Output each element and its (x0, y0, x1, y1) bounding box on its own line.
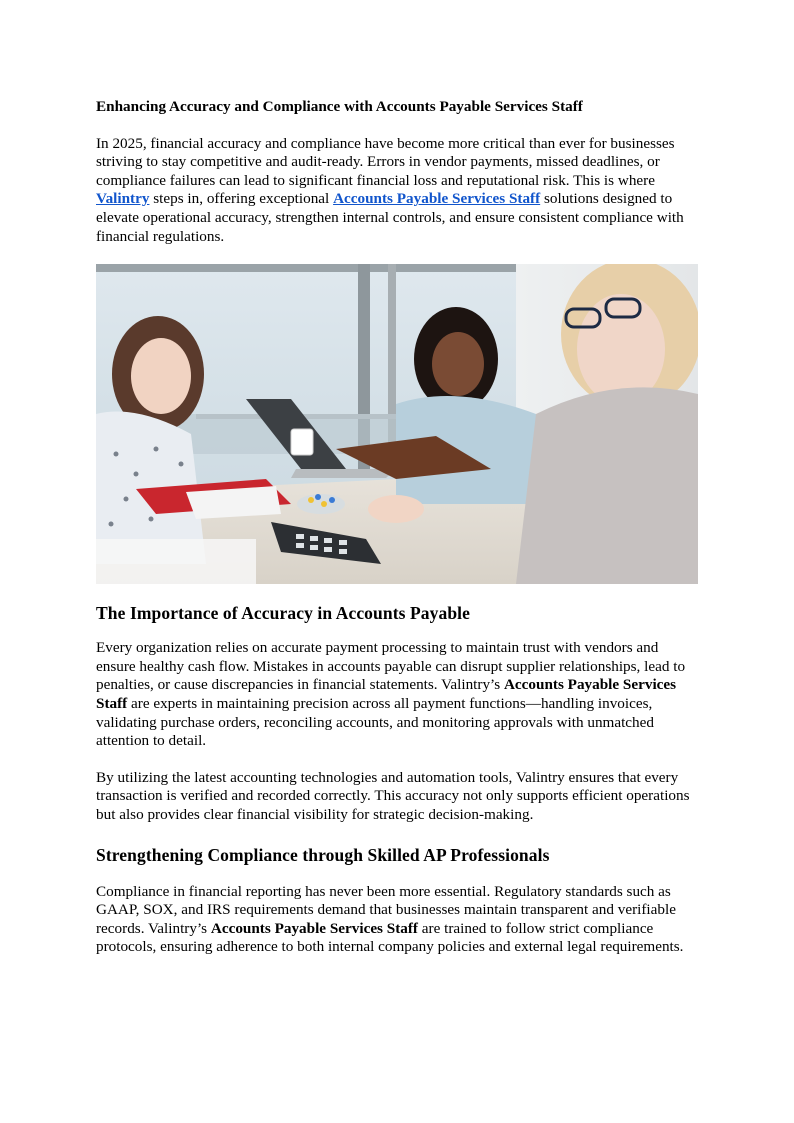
compliance-text-1: Compliance in financial reporting has never been more essential. Regulatory standards such as GAAP, SOX, and IRS requirements demand that businesses maintain transparent and verifiable records. Valintry’s (96, 882, 676, 937)
accuracy-paragraph-1 (96, 639, 700, 751)
valintry-link[interactable]: Valintry (96, 190, 150, 208)
intro-text-1: In 2025, financial accuracy and compliance have become more critical than ever for businesses striving to stay competitive and audit-ready. Errors in vendor payments, missed deadlines, or compliance failures can lead to significant financial loss and reputational risk. This is where (96, 134, 675, 189)
intro-paragraph (96, 135, 700, 247)
compliance-bold-term: Accounts Payable Services Staff (210, 919, 418, 937)
accuracy-paragraph-2: By utilizing the latest accounting technologies and automation tools, Valintry ensures that every transaction is verified and recorded correctly. This accuracy not only supports efficient operations but also provides clear financial visibility for strategic decision-making. (96, 768, 690, 823)
compliance-paragraph (96, 883, 700, 957)
ap-services-staff-link[interactable]: Accounts Payable Services Staff (333, 190, 541, 208)
accuracy-text-1: Every organization relies on accurate payment processing to maintain trust with vendors and ensure healthy cash flow. Mistakes in accounts payable can disrupt supplier relationships, lead to penalties, or cause discrepancies in financial statements. Valintry’s (96, 639, 686, 694)
section-heading-accuracy: The Importance of Accuracy in Accounts Payable (96, 603, 471, 624)
accuracy-text-2: are experts in maintaining precision across all payment functions—handling invoices, validating purchase orders, reconciling accounts, and monitoring approvals with unmatched attention to detail. (96, 694, 654, 750)
intro-text-3: solutions designed to elevate operational accuracy, strengthen internal controls, and ensure consistent compliance with financial regulations. (96, 190, 684, 245)
document-body (96, 96, 700, 957)
intro-text-2: steps in, offering exceptional (149, 190, 334, 208)
section-heading-compliance: Strengthening Compliance through Skilled AP Professionals (96, 844, 550, 865)
document-title: Enhancing Accuracy and Compliance with Accounts Payable Services Staff (96, 98, 583, 115)
compliance-text-2: are trained to follow strict compliance protocols, ensuring adherence to both internal company policies and external legal requirements. (96, 919, 684, 956)
office-team-photo (96, 264, 698, 584)
accuracy-bold-term: Accounts Payable Services Staff (96, 676, 677, 712)
